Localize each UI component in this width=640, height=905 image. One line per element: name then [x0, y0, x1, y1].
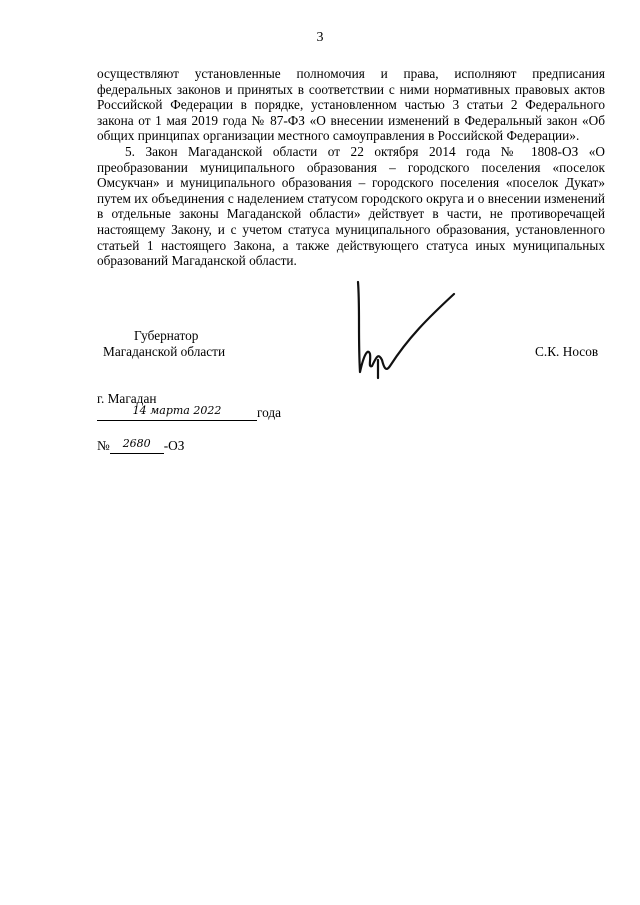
document-body: [97, 66, 605, 269]
signatory-title: [103, 328, 225, 359]
number-suffix: -ОЗ: [163, 438, 185, 453]
number-sign: №: [97, 438, 110, 453]
signing-date: [97, 405, 281, 421]
signatory-name: С.К. Носов: [535, 344, 599, 359]
number-field: [110, 439, 164, 454]
paragraph-continuation: осуществляют установленные полномочия и права, исполняют предписания федеральных законов и принятых в соответствии с ними нормативных правовых актов Российской Федерации в порядке, установленном частью 3 статьи 2 Федерального закона от 1 мая 2019 года № 87-ФЗ «О внесении изменений в Федеральный закон «Об общих принципах организации местного самоуправления в Российской Федерации».: [97, 66, 605, 144]
date-field: [97, 406, 257, 421]
paragraph-item-5: 5. Закон Магаданской области от 22 октября 2014 года № 1808-ОЗ «О преобразовании муниципального образования – городского поселения «поселок Омсукчан» и муниципального образования – городского поселения «поселок Дукат» путем их объединения с наделением статусом городского округа и о внесении изменений в отдельные законы Магаданской области» действует в части, не противоречащей настоящему Закону, и с учетом статуса муниципального образования, установленного статьей 1 настоящего Закона, а также действующего статуса иных муниципальных образований Магаданской области.: [97, 143, 605, 269]
page-number: 3: [316, 30, 324, 45]
law-number: [97, 438, 184, 454]
date-suffix: года: [257, 405, 282, 420]
handwritten-number: 2680: [122, 437, 151, 450]
place-of-signing: г. Магадан: [97, 391, 157, 406]
region-label: Магаданской области: [103, 343, 226, 359]
governor-label: Губернатор: [134, 328, 199, 343]
handwritten-date: 14 марта 2022: [132, 404, 222, 417]
handwritten-signature: [338, 268, 468, 388]
